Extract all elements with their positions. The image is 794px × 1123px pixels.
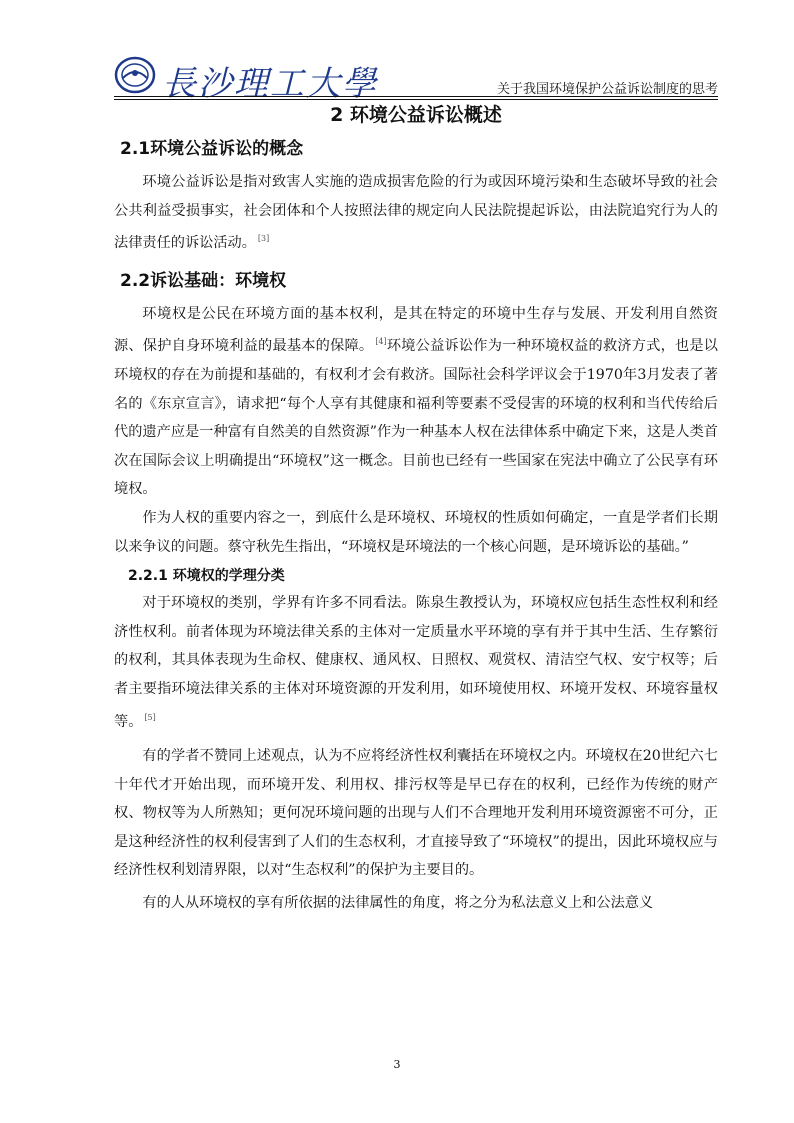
section-heading: 2.1环境公益诉讼的概念	[120, 139, 304, 159]
paragraph: 环境公益诉讼是指对致害人实施的造成损害危险的行为或因环境污染和生态破坏导致的社会公共利益受损事实，社会团体和个人按照法律的规定向人民法院提起诉讼，由法院追究行为人的法律责任的诉讼活动。 [3]	[114, 174, 718, 252]
university-emblem-icon	[114, 56, 156, 94]
page-number: 3	[393, 1058, 401, 1071]
paragraph: 有的人从环境权的享有所依据的法律属性的角度，将之分为私法意义上和公法意义	[142, 895, 654, 912]
chapter-title: 2 环境公益诉讼概述	[330, 104, 502, 126]
subsection-heading: 2.2.1 环境权的学理分类	[128, 568, 285, 585]
citation: [4]	[375, 337, 387, 347]
section-heading: 2.2诉讼基础：环境权	[120, 270, 287, 291]
running-header-title: 关于我国环境保护公益诉讼制度的思考	[496, 82, 718, 97]
citation: [5]	[144, 712, 156, 722]
header-rule	[114, 96, 718, 97]
university-logo-text: 長沙理工大學	[162, 64, 378, 104]
paragraph: 作为人权的重要内容之一，到底什么是环境权、环境权的性质如何确定，一直是学者们长期以来争议的问题。蔡守秋先生指出，“环境权是环境法的一个核心问题，是环境诉讼的基础。”	[114, 509, 718, 555]
page-body	[114, 100, 718, 918]
citation: [3]	[257, 234, 270, 244]
paragraph: 有的学者不赞同上述观点，认为不应将经济性权利囊括在环境权之内。环境权在20世纪六七十年代才开始出现，而环境开发、利用权、排污权等是早已存在的权利，已经作为传统的财产权、物权等为人所熟知；更何况环境问题的出现与人们不合理地开发利用环境资源密不可分，正是这种经济性的权利侵害到了人们的生态权利，才直接导致了“环境权”的提出，因此环境权应与经济性权利划清界限，以对“生态权利”的保护为主要目的。	[114, 748, 718, 879]
page-header	[114, 52, 718, 104]
paragraph: 环境权是公民在环境方面的基本权利，是其在特定的环境中生存与发展、开发利用自然资源、保护自身环境利益的最基本的保障。 [4]环境公益诉讼作为一种环境权益的救济方式，也是以环境权的存在为前提和基础的，有权利才会有救济。国际社会科学评议会于1970年3月发表了著名的《东京宣言》，请求把“每个人享有其健康和福利等要素不受侵害的环境的权利和当代传给后代的遗产应是一种富有自然美的自然资源”作为一种基本人权在法律体系中确定下来，这是人类首次在国际会议上明确提出“环境权”这一概念。目前也已经有一些国家在宪法中确立了公民享有环境权。	[114, 305, 718, 498]
paragraph: 对于环境权的类别，学界有许多不同看法。陈泉生教授认为，环境权应包括生态性权利和经济性权利。前者体现为环境法律关系的主体对一定质量水平环境的享有并于其中生活、生存繁衍的权利，其具体表现为生命权、健康权、通风权、日照权、观赏权、清洁空气权、安宁权等；后者主要指环境法律关系的主体对环境资源的开发利用，如环境使用权、环境开发权、环境容量权等。 [5]	[114, 595, 718, 730]
